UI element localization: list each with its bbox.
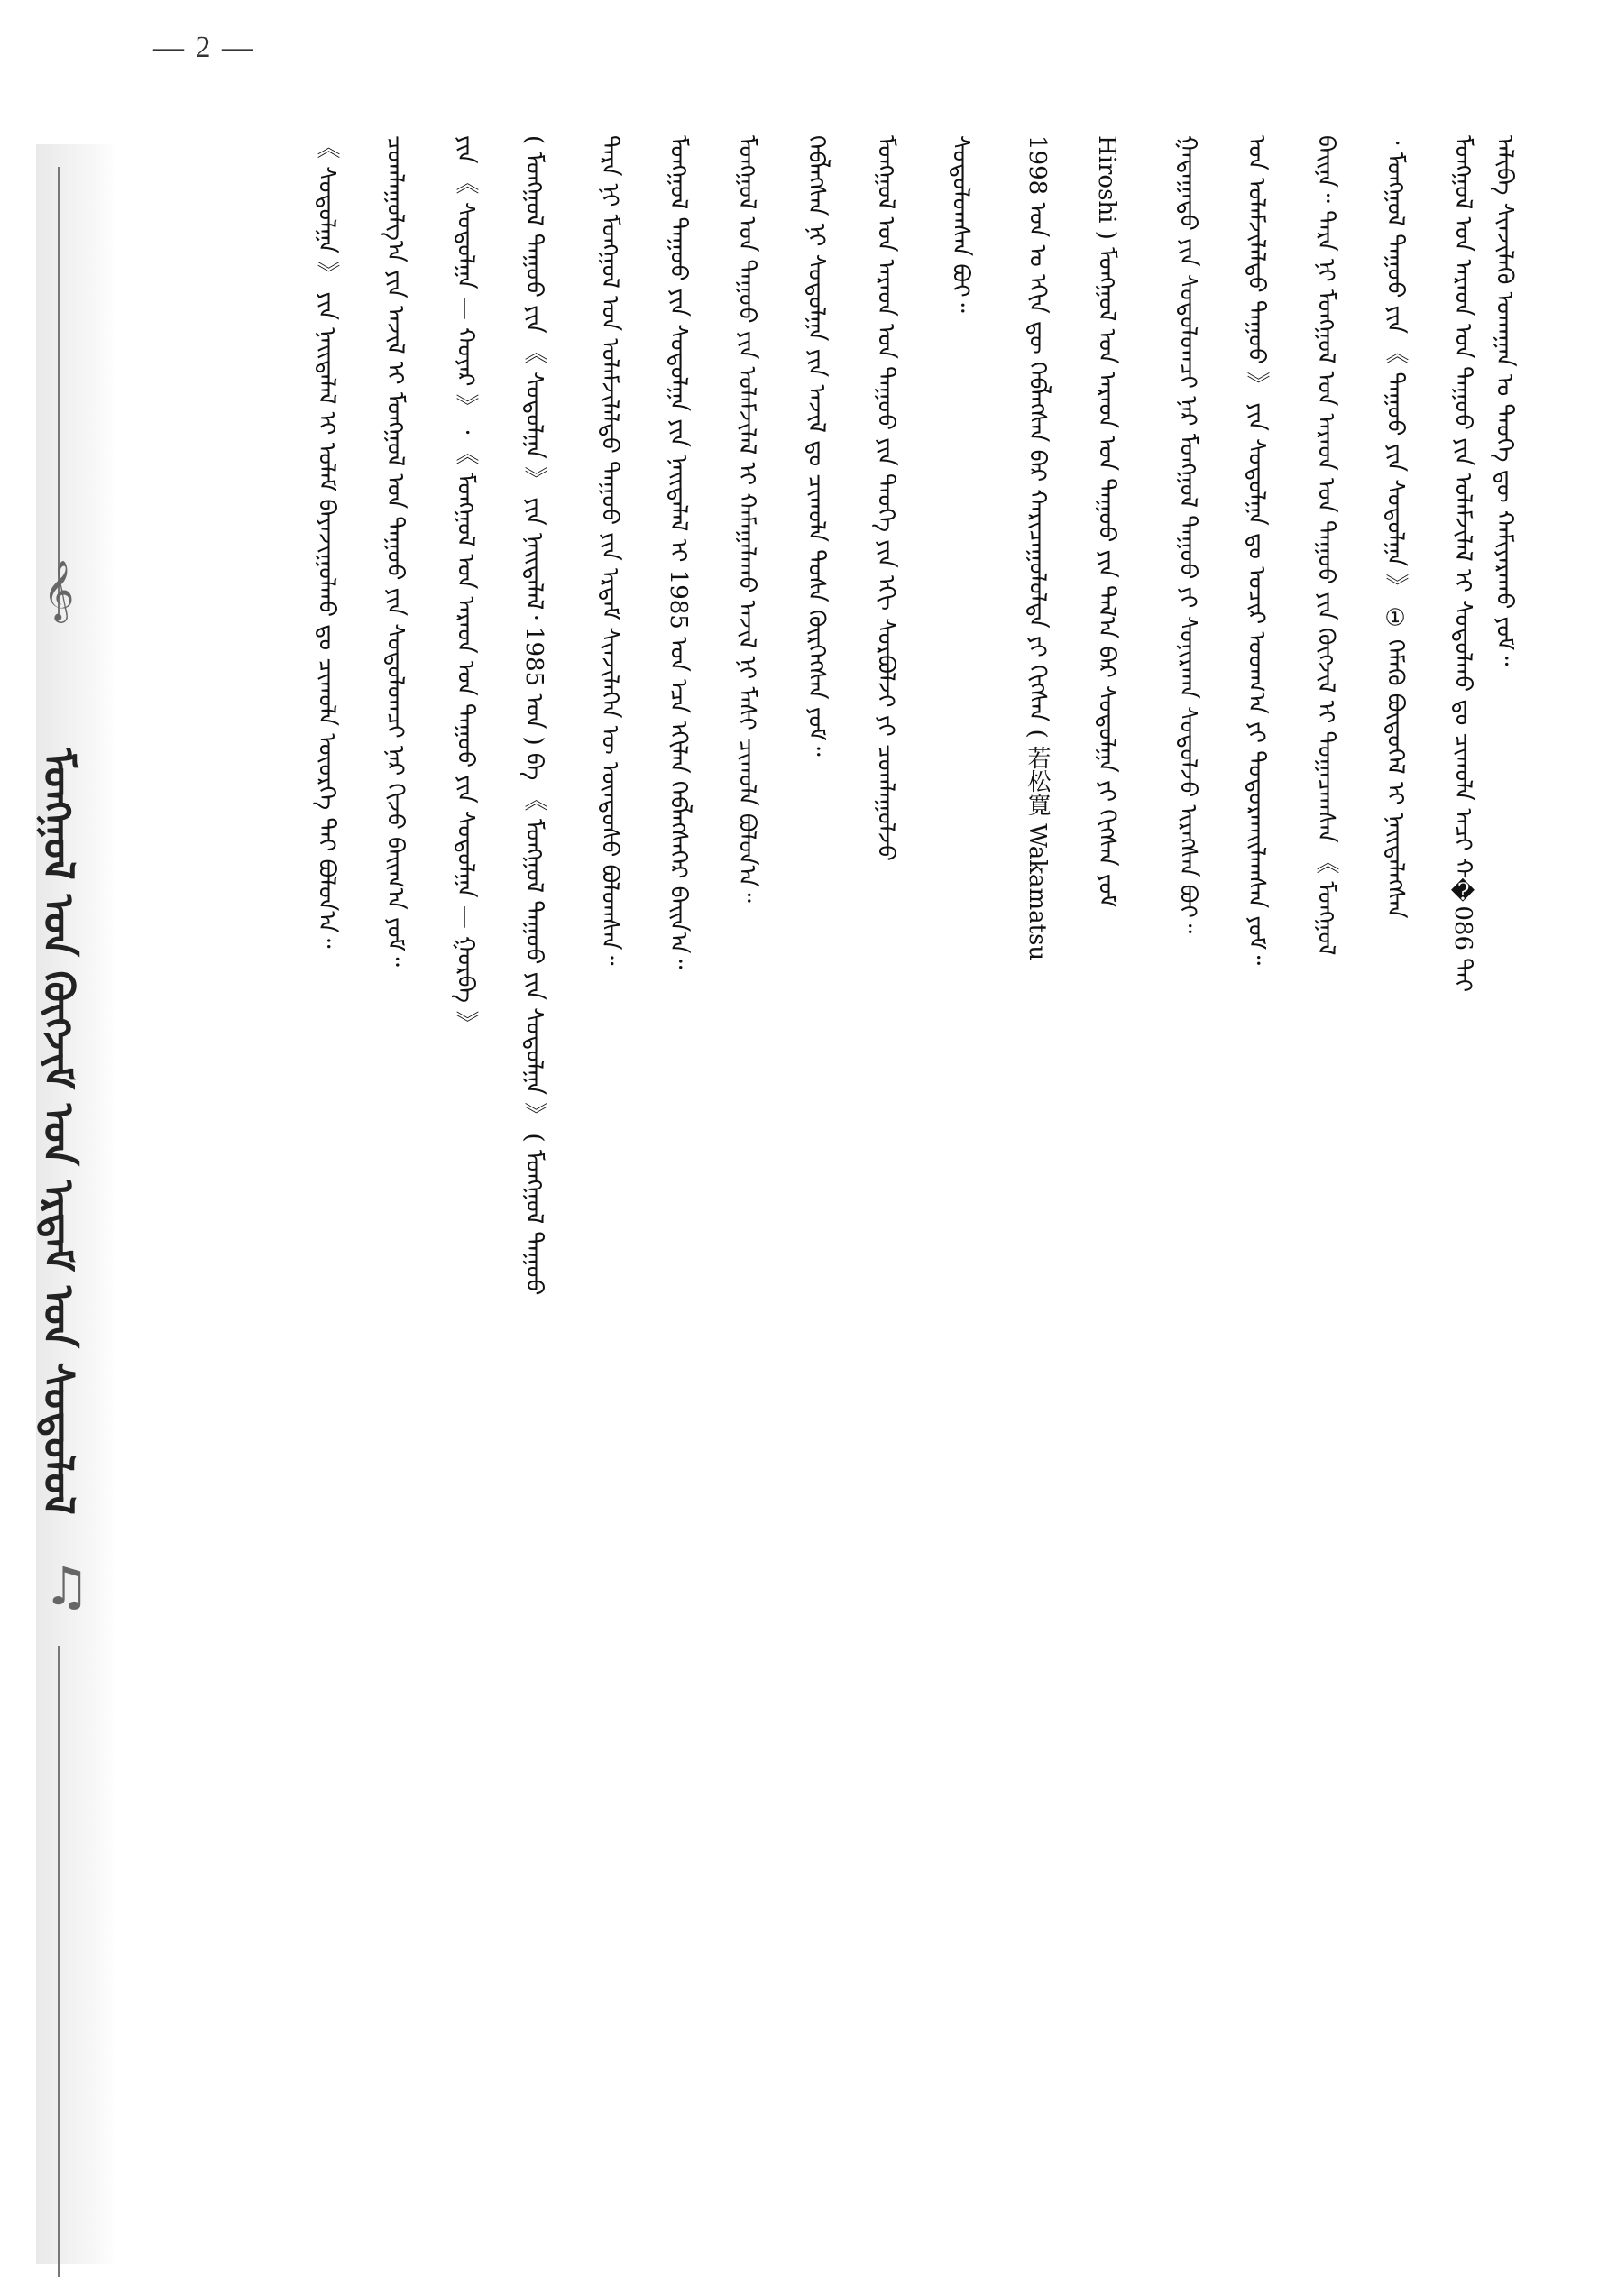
text-column: 1998 ᠣᠨ ᠤ ᠡᠬᠢᠨ ᠳᠦ ᠬᠡᠪᠯᠡᠭᠰᠡᠨ ᠪᠡᠷ ᠬᠠᠷᠢᠴᠠᠭᠤᠯᠤᠯᠲᠠ ᠶᠢ ᠬᠢᠭᠰᠡᠨ ( 若松寛 Wakamatsu	[1024, 135, 1051, 961]
text-column: ᠶᠢᠨ 《 ᠰᠤᠳᠤᠯᠭᠠ — ᠬᠣᠶᠠᠷ 》 ᠂ 《 ᠮᠣᠩᠭᠣᠯ ᠤᠨ ᠠᠷᠠᠳ ᠤᠨ ᠳᠠᠭᠤᠤ ᠶᠢᠨ ᠰᠤᠳᠤᠯᠭᠠ — ᠭᠤᠷᠪᠠ 》	[452, 135, 479, 1034]
margin-rule-bottom	[58, 1646, 60, 2277]
page-number: — 2 —	[153, 31, 254, 64]
text-column: ᠰᠤᠳᠤᠯᠤᠭᠰᠠᠨ ᠪᠤᠢ᠃	[947, 135, 974, 313]
journal-title-text: ᠮᠣᠩᠭᠣᠯ ᠤᠨ ᠬᠥᠭᠵᠢᠮ ᠤᠨ ᠡᠷᠳᠡᠮ ᠤᠨ ᠰᠤᠳᠤᠯᠤᠯ	[34, 748, 84, 1515]
text-column: ᠮᠣᠩᠭᠣᠯ ᠳᠠᠭᠤᠤ ᠶᠢᠨ ᠰᠤᠳᠤᠯᠭᠠ ᠶᠢᠨ ᠨᠡᠢᠲᠡᠯᠡᠯ ᠢ 1985 ᠣᠨ ᠡᠴᠡ ᠡᠬᠢᠯᠡᠨ ᠬᠡᠪᠯᠡᠭᠰᠡᠭᠡᠷ ᠪᠠᠢᠨ᠎ᠠ᠃	[665, 135, 692, 969]
text-column: ᠠᠯᠢᠪᠠ ᠰᠢᠨᠵᠢᠯᠡᠬᠦ ᠤᠬᠠᠭᠠᠨ ᠤ ᠲᠡᠦᠬᠡ ᠳᠦ ᠬᠠᠮᠢᠶᠠᠷᠠᠬᠤ ᠶᠤᠮ᠃	[1491, 135, 1518, 666]
margin-rule-top	[58, 167, 60, 618]
text-column: ᠪᠠᠢᠨᠠ᠃ ᠲᠡᠷᠡ ᠨᠢ ᠮᠣᠩᠭᠣᠯ ᠤᠨ ᠠᠷᠠᠳ ᠤᠨ ᠳᠠᠭᠤᠤ ᠶᠢᠨ ᠬᠥᠭᠵᠢᠯ ᠢ ᠲᠣᠭᠠᠴᠠᠭᠰᠠᠨ 《 ᠮᠣᠩᠭᠣᠯ	[1312, 135, 1339, 956]
text-column: ᠴᠤᠭᠯᠠᠭᠤᠯᠭ᠎ᠠ ᠶᠢᠨ ᠠᠵᠢᠯ ᠢ ᠮᠣᠩᠭᠣᠯ ᠤᠨ ᠳᠠᠭᠤᠤ ᠶᠢᠨ ᠰᠤᠳᠤᠯᠤᠭᠴᠢ ᠨᠠᠷ ᠬᠢᠵᠦ ᠪᠠᠢᠭ᠎ᠠ ᠶᠤᠮ᠃	[381, 135, 409, 967]
treble-clef-note-icon: 𝄞	[43, 559, 75, 620]
text-column: ᠭᠠᠳᠠᠭᠠᠳᠤ ᠶᠢᠨ ᠰᠤᠳᠤᠯᠤᠭᠴᠢ ᠨᠠᠷ ᠮᠣᠩᠭᠣᠯ ᠳᠠᠭᠤᠤ ᠶᠢ ᠰᠣᠨᠢᠷᠬᠠᠨ ᠰᠤᠳᠤᠯᠵᠤ ᠢᠷᠡᠭᠰᠡᠨ ᠪᠤᠢ᠃	[1174, 135, 1201, 934]
beamed-notes-icon: ♫	[43, 1556, 90, 1617]
journal-title	[36, 577, 99, 1686]
body-text	[117, 135, 1524, 2264]
text-column: ( ᠮᠣᠩᠭᠣᠯ ᠳᠠᠭᠤᠤ ᠶᠢᠨ 《 ᠰᠤᠳᠤᠯᠭᠠ 》 ᠶᠢᠨ ᠨᠡᠢᠲᠡᠯᠡᠯ᠂ 1985 ᠣᠨ ) ᠪᠠ 《 ᠮᠣᠩᠭᠣᠯ ᠳᠠᠭᠤᠤ ᠶᠢᠨ ᠰᠤᠳᠤᠯᠭᠠ 》 ( ᠮᠣᠩᠭᠣᠯ ᠳᠠᠭᠤᠤ	[520, 135, 547, 1296]
text-column: ᠤᠨ ᠤᠯᠠᠮᠵᠢᠯᠠᠯᠲᠤ ᠳᠠᠭᠤᠤ 》 ᠶᠢᠨ ᠰᠤᠳᠤᠯᠭᠠ ᠳᠤ ᠤᠴᠢᠷ ᠤᠳᠬ᠎ᠠ ᠶᠢ ᠲᠣᠳᠣᠷᠬᠠᠢᠯᠠᠭᠰᠠᠨ ᠶᠤᠮ᠃	[1243, 135, 1270, 966]
text-column: Hiroshi ) ᠮᠣᠩᠭᠣᠯ ᠤᠨ ᠠᠷᠠᠳ ᠤᠨ ᠳᠠᠭᠤᠤ ᠶᠢᠨ ᠲᠠᠯ᠎ᠠ ᠪᠠᠷ ᠰᠤᠳᠤᠯᠭᠠ ᠶᠢ ᠬᠢᠭᠰᠡᠨ ᠶᠤᠮ	[1093, 135, 1120, 908]
text-column: ᠲᠡᠷᠡ ᠨᠢ ᠮᠣᠩᠭᠣᠯ ᠤᠨ ᠤᠯᠠᠮᠵᠢᠯᠠᠯᠲᠤ ᠳᠠᠭᠤᠤ ᠶᠢᠨ ᠡᠷᠳᠡᠮ ᠰᠢᠨᠵᠢᠯᠡᠭᠡᠨ ᠦ ᠦᠨᠳᠦᠰᠦ ᠪᠣᠯᠤᠭᠰᠠᠨ᠃	[596, 135, 623, 966]
text-column: 《 ᠰᠤᠳᠤᠯᠭᠠ 》 ᠶᠢᠨ ᠨᠡᠢᠲᠡᠯᠡᠯ ᠢ ᠤᠯᠠᠮ ᠪᠠᠶᠠᠵᠢᠭᠤᠯᠬᠤ ᠳᠤ ᠴᠢᠬᠤᠯᠠ ᠦᠦᠷᠭᠡ ᠲᠠᠢ ᠪᠣᠯᠤᠨ᠎ᠠ᠃	[313, 135, 340, 949]
text-column: ᠬᠡᠪᠯᠡᠭᠰᠡᠨ ᠨᠢ ᠰᠤᠳᠤᠯᠭᠠ ᠶᠢᠨ ᠠᠵᠢᠯ ᠳᠤ ᠴᠢᠬᠤᠯᠠ ᠲᠤᠰᠠ ᠬᠦᠷᠭᠡᠭᠰᠡᠨ ᠶᠤᠮ᠃	[803, 135, 830, 757]
text-column: ᠮᠣᠩᠭᠣᠯ ᠤᠨ ᠠᠷᠠᠳ ᠤᠨ ᠳᠠᠭᠤᠤ ᠶᠢᠨ ᠲᠡᠦᠬᠡ ᠶᠢᠨ ᠡᠬᠢ ᠰᠤᠷᠪᠤᠯᠵᠢ ᠶᠢ ᠴᠤᠭᠯᠠᠭᠤᠯᠵᠤ	[872, 135, 899, 861]
text-column: ᠮᠣᠩᠭᠣᠯ ᠤᠨ ᠳᠠᠭᠤᠤ ᠶᠢᠨ ᠤᠯᠠᠮᠵᠢᠯᠠᠯ ᠢ ᠬᠠᠮᠠᠭᠠᠯᠠᠬᠤ ᠠᠵᠢᠯ ᠨᠢ ᠮᠠᠰᠢ ᠴᠢᠬᠤᠯᠠ ᠪᠣᠯᠤᠨ᠎ᠠ᠃	[733, 135, 760, 903]
text-column: ᠮᠣᠩᠭᠣᠯ ᠤᠨ ᠠᠷᠠᠳ ᠤᠨ ᠳᠠᠭᠤᠤ ᠶᠢᠨ ᠤᠯᠠᠮᠵᠢᠯᠠᠯ ᠢ ᠰᠤᠳᠤᠯᠬᠤ ᠳᠤ ᠴᠢᠬᠤᠯᠠ ᠠᠴᠢ ᠬ�086 ᠲᠠᠢ	[1449, 135, 1476, 993]
text-column: ᠂ ᠮᠣᠩᠭᠣᠯ ᠳᠠᠭᠤᠤ ᠶᠢᠨ 《 ᠳᠠᠭᠤᠤ ᠶᠢᠨ ᠰᠤᠳᠤᠯᠭᠠ 》 ① ᠬᠡᠮᠡᠬᠦ ᠪᠦᠲᠦᠭᠡᠯ ᠢ ᠨᠡᠢᠲᠡᠯᠡᠭᠰᠡᠨ	[1382, 135, 1409, 919]
